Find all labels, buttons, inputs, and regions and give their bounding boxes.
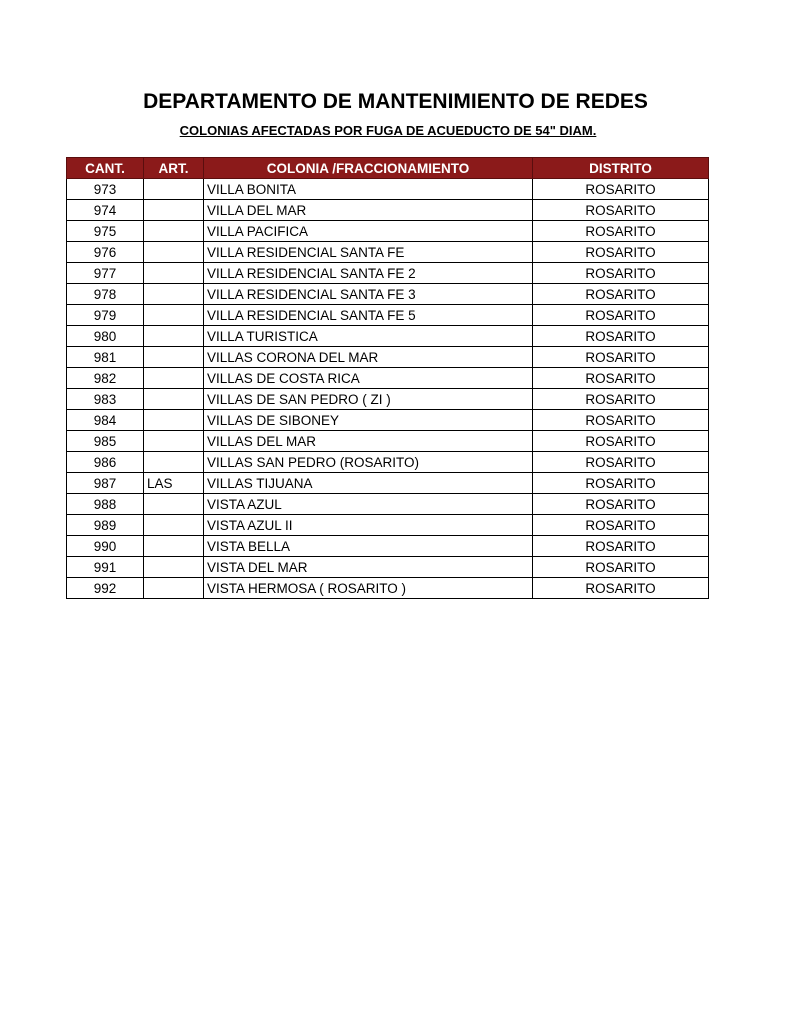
cell-art <box>144 242 204 263</box>
cell-cant: 985 <box>67 431 144 452</box>
table-row <box>67 284 709 305</box>
cell-colonia: VISTA AZUL <box>204 494 533 515</box>
cell-colonia: VILLAS CORONA DEL MAR <box>204 347 533 368</box>
cell-colonia: VILLA BONITA <box>204 179 533 200</box>
cell-distrito: ROSARITO <box>533 557 709 578</box>
cell-distrito: ROSARITO <box>533 200 709 221</box>
header-distrito: DISTRITO <box>533 158 709 179</box>
cell-colonia: VISTA HERMOSA ( ROSARITO ) <box>204 578 533 599</box>
table-row <box>67 536 709 557</box>
table-row <box>67 263 709 284</box>
cell-art <box>144 368 204 389</box>
cell-cant: 989 <box>67 515 144 536</box>
table-row <box>67 431 709 452</box>
table-row <box>67 368 709 389</box>
cell-cant: 983 <box>67 389 144 410</box>
cell-distrito: ROSARITO <box>533 536 709 557</box>
cell-distrito: ROSARITO <box>533 368 709 389</box>
cell-colonia: VILLA PACIFICA <box>204 221 533 242</box>
cell-cant: 980 <box>67 326 144 347</box>
cell-cant: 981 <box>67 347 144 368</box>
cell-colonia: VILLAS DE SAN PEDRO ( ZI ) <box>204 389 533 410</box>
cell-distrito: ROSARITO <box>533 452 709 473</box>
cell-colonia: VILLA RESIDENCIAL SANTA FE 2 <box>204 263 533 284</box>
table-row <box>67 473 709 494</box>
header-colonia: COLONIA /FRACCIONAMIENTO <box>204 158 533 179</box>
cell-distrito: ROSARITO <box>533 263 709 284</box>
cell-art <box>144 557 204 578</box>
cell-distrito: ROSARITO <box>533 221 709 242</box>
cell-distrito: ROSARITO <box>533 431 709 452</box>
cell-cant: 976 <box>67 242 144 263</box>
table-row <box>67 494 709 515</box>
cell-cant: 984 <box>67 410 144 431</box>
cell-cant: 990 <box>67 536 144 557</box>
table-header <box>67 158 709 179</box>
table-row <box>67 200 709 221</box>
cell-distrito: ROSARITO <box>533 494 709 515</box>
cell-colonia: VILLAS TIJUANA <box>204 473 533 494</box>
cell-distrito: ROSARITO <box>533 515 709 536</box>
colonias-table <box>66 157 709 599</box>
cell-cant: 982 <box>67 368 144 389</box>
table-body <box>67 179 709 599</box>
table-row <box>67 389 709 410</box>
cell-art <box>144 494 204 515</box>
cell-art <box>144 536 204 557</box>
cell-cant: 978 <box>67 284 144 305</box>
cell-colonia: VILLAS DEL MAR <box>204 431 533 452</box>
table-row <box>67 410 709 431</box>
cell-cant: 975 <box>67 221 144 242</box>
cell-colonia: VILLA RESIDENCIAL SANTA FE <box>204 242 533 263</box>
cell-colonia: VILLAS DE SIBONEY <box>204 410 533 431</box>
cell-art <box>144 389 204 410</box>
cell-art <box>144 179 204 200</box>
cell-art <box>144 410 204 431</box>
header-row <box>67 158 709 179</box>
header-art: ART. <box>144 158 204 179</box>
cell-distrito: ROSARITO <box>533 410 709 431</box>
cell-art <box>144 431 204 452</box>
table-row <box>67 221 709 242</box>
cell-distrito: ROSARITO <box>533 179 709 200</box>
cell-cant: 977 <box>67 263 144 284</box>
table-row <box>67 326 709 347</box>
cell-art <box>144 221 204 242</box>
cell-art <box>144 578 204 599</box>
cell-cant: 973 <box>67 179 144 200</box>
cell-art <box>144 515 204 536</box>
table-row <box>67 452 709 473</box>
cell-distrito: ROSARITO <box>533 473 709 494</box>
cell-distrito: ROSARITO <box>533 347 709 368</box>
cell-art <box>144 284 204 305</box>
cell-cant: 986 <box>67 452 144 473</box>
cell-cant: 991 <box>67 557 144 578</box>
cell-colonia: VILLAS SAN PEDRO (ROSARITO) <box>204 452 533 473</box>
table-row <box>67 242 709 263</box>
cell-distrito: ROSARITO <box>533 389 709 410</box>
table-row <box>67 557 709 578</box>
header-cant: CANT. <box>67 158 144 179</box>
cell-distrito: ROSARITO <box>533 578 709 599</box>
cell-distrito: ROSARITO <box>533 242 709 263</box>
cell-art <box>144 200 204 221</box>
cell-colonia: VISTA DEL MAR <box>204 557 533 578</box>
cell-colonia: VILLAS DE COSTA RICA <box>204 368 533 389</box>
cell-art: LAS <box>144 473 204 494</box>
cell-art <box>144 347 204 368</box>
cell-art <box>144 263 204 284</box>
cell-art <box>144 326 204 347</box>
cell-colonia: VILLA DEL MAR <box>204 200 533 221</box>
cell-colonia: VISTA AZUL II <box>204 515 533 536</box>
cell-cant: 987 <box>67 473 144 494</box>
table-row <box>67 305 709 326</box>
table-row <box>67 179 709 200</box>
table-row <box>67 347 709 368</box>
page-subtitle: COLONIAS AFECTADAS POR FUGA DE ACUEDUCTO DE 54" DIAM. <box>179 123 597 138</box>
table-row <box>67 515 709 536</box>
table-row <box>67 578 709 599</box>
cell-art <box>144 452 204 473</box>
cell-art <box>144 305 204 326</box>
page-title: DEPARTAMENTO DE MANTENIMIENTO DE REDES <box>143 90 648 113</box>
cell-distrito: ROSARITO <box>533 305 709 326</box>
cell-colonia: VILLA RESIDENCIAL SANTA FE 5 <box>204 305 533 326</box>
cell-colonia: VILLA TURISTICA <box>204 326 533 347</box>
cell-colonia: VISTA BELLA <box>204 536 533 557</box>
cell-distrito: ROSARITO <box>533 326 709 347</box>
cell-cant: 979 <box>67 305 144 326</box>
cell-cant: 988 <box>67 494 144 515</box>
cell-cant: 974 <box>67 200 144 221</box>
cell-colonia: VILLA RESIDENCIAL SANTA FE 3 <box>204 284 533 305</box>
cell-cant: 992 <box>67 578 144 599</box>
cell-distrito: ROSARITO <box>533 284 709 305</box>
